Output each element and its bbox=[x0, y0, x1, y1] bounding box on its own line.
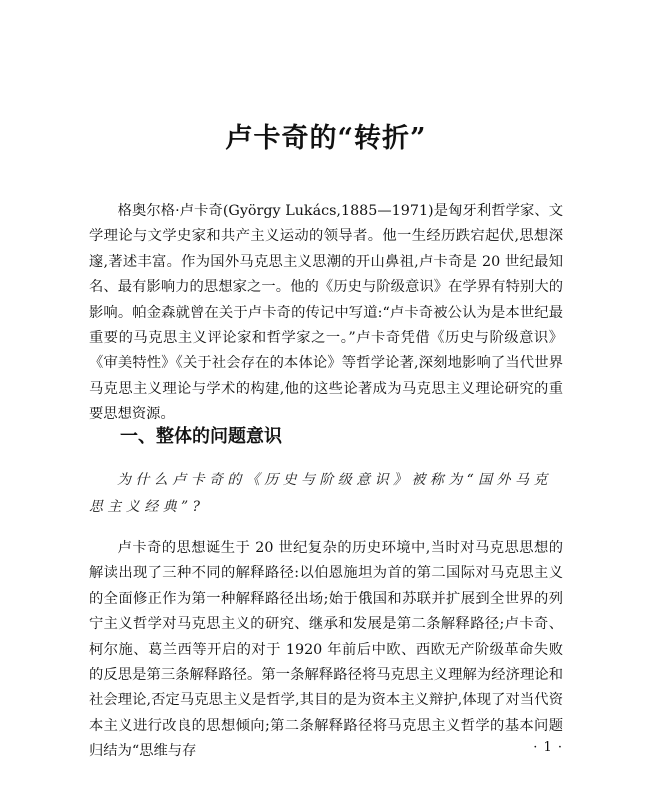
intro-paragraph: 格奥尔格·卢卡奇(György Lukács,1885—1971)是匈牙利哲学家、文学理论与文学史家和共产主义运动的领导者。他一生经历跌宕起伏,思想深邃,著述丰富。作为国外马克思主义思潮的开山鼻祖,卢卡奇是 20 世纪最知名、最有影响力的思想家之一。他的《历史与阶级意识》在学界有特别大的影响。帕金森就曾在关于卢卡奇的传记中写道:“卢卡奇被公认为是本世纪最重要的马克思主义评论家和哲学家之一。”卢卡奇凭借《历史与阶级意识》《审美特性》《关于社会存在的本体论》等哲学论著,深刻地影响了当代世界马克思主义理论与学术的构建,他的这些论著成为马克思主义理论研究的重要思想资源。 bbox=[89, 203, 563, 423]
page-number: · 1 · bbox=[533, 740, 563, 755]
chapter-title: 卢卡奇的“转折” bbox=[225, 123, 427, 154]
body-paragraph: 卢卡奇的思想诞生于 20 世纪复杂的历史环境中,当时对马克思思想的解读出现了三种不同的解释路径:以伯恩施坦为首的第二国际对马克思主义的全面修正作为第一种解释路径出场;始于俄国和苏联并扩展到全世界的列宁主义哲学对马克思主义的研究、继承和发展是第二条解释路径;卢卡奇、柯尔施、葛兰西等开启的对于 1920 年前后中欧、西欧无产阶级革命失败的反思是第三条解释路径。第一条解释路径将马克思主义理解为经济理论和社会理论,否定马克思主义是哲学,其目的是为资本主义辩护,体现了对当代资本主义进行改良的思想倾向;第二条解释路径将马克思主义哲学的基本问题归结为“思维与存 bbox=[89, 540, 563, 760]
guiding-question: 为什么卢卡奇的《历史与阶级意识》被称为“国外马克思主义经典”? bbox=[89, 472, 552, 515]
section-heading: 一、整体的问题意识 bbox=[120, 426, 282, 447]
